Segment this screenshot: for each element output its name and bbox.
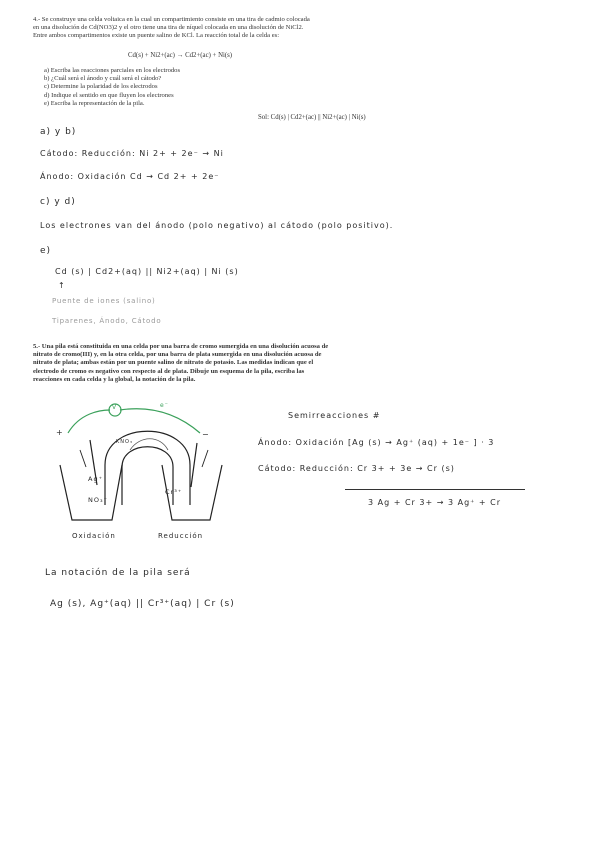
problem4-questions <box>44 67 180 108</box>
problem5-line: 5.- Una pila está constituida en una celda por una barra de cromo sumergida en una disolución acuosa de <box>33 343 329 350</box>
cell-notation-4: Cd (s) | Cd2+(aq) || Ni2+(aq) | Ni (s) <box>55 267 239 276</box>
question-c: c) Determine la polaridad de los electrodos <box>44 83 158 91</box>
left-beaker <box>60 465 122 520</box>
problem4-line: Entre ambos compartimentos existe un puente salino de KCl. La reacción total de la celda es: <box>33 32 280 40</box>
oxidation-caption: Oxidación <box>72 532 116 540</box>
problem4-statement <box>33 16 383 41</box>
problem4-line: en una disolución de Cd(NO3)2 y el otro tiene una tira de níquel colocada en una disolución de NiCl2. <box>33 24 304 32</box>
answer-cd-heading: c) y d) <box>40 197 76 207</box>
cr-ion-label: Cr³⁺ <box>165 488 183 496</box>
global-reaction: 3 Ag + Cr 3+ → 3 Ag⁺ + Cr <box>368 498 502 507</box>
wire-left <box>68 410 110 433</box>
electron-flow-answer: Los electrones van del ánodo (polo negativo) al cátodo (polo positivo). <box>40 221 394 230</box>
electrode-labels-note: Tiparenes, Ánodo, Cátodo <box>52 317 162 325</box>
answer-ab-heading: a) y b) <box>40 127 77 137</box>
anode-reaction: Ánodo: Oxidación Cd → Cd 2+ + 2e⁻ <box>40 172 220 181</box>
question-e: e) Escriba la representación de la pila. <box>44 99 145 107</box>
salt-bridge-inner <box>122 447 173 505</box>
problem5-line: nitrato de plata; ambas están por un puente salino de nitrato de potasio. Las medidas indican que el <box>33 359 314 367</box>
anode-semireaction: Ánodo: Oxidación [Ag (s) → Ag⁺ (aq) + 1e⁻ ] · 3 <box>258 438 495 447</box>
galvanic-cell-sketch <box>50 395 240 555</box>
problem4-line: 4.- Se construye una celda voltaica en la cual un compartimiento consiste en una tira de cadmio colocada <box>33 16 310 23</box>
electron-label: e⁻ <box>160 402 169 409</box>
semireactions-title: Semirreacciones # <box>288 411 381 420</box>
problem5-line: electrodo de cromo es negativo con respecto al de plata. Dibuje un esquema de la pila, escriba las <box>33 367 305 375</box>
problem4-reaction: Cd(s) + Ni2+(ac) → Cd2+(ac) + Ni(s) <box>128 52 233 59</box>
left-flow-arrow <box>80 450 86 467</box>
problem4-solution: Sol: Cd(s) | Cd2+(ac) || Ni2+(ac) | Ni(s) <box>258 114 366 121</box>
reduction-caption: Reducción <box>158 532 204 540</box>
sum-line <box>345 489 525 490</box>
cathode-reaction: Cátodo: Reducción: Ni 2+ + 2e⁻ → Ni <box>40 149 224 158</box>
notation-title: La notación de la pila será <box>45 568 191 578</box>
wire-right <box>120 409 200 433</box>
kno3-label: KNO₃ <box>116 439 133 445</box>
plus-terminal: + <box>56 428 64 437</box>
cr-electrode <box>191 443 197 487</box>
problem5-statement <box>33 343 385 384</box>
bridge-arrow: ↑ <box>58 281 66 290</box>
question-a: a) Escriba las reacciones parciales en los electrodos <box>44 67 181 74</box>
answer-e-heading: e) <box>40 246 52 256</box>
question-b: b) ¿Cuál será el ánodo y cuál será el cátodo? <box>44 75 162 83</box>
minus-terminal: − <box>202 430 210 439</box>
salt-bridge-note: Puente de iones (salino) <box>52 297 156 305</box>
voltmeter-label: V <box>112 404 118 411</box>
problem5-line: nitrato de cromo(III) y, en la otra celda, por una barra de plata sumergida en una disolución acuosa de <box>33 351 322 359</box>
question-d: d) Indique el sentido en que fluyen los electrones <box>44 91 174 99</box>
problem5-line: reacciones en cada celda y la global, la notación de la pila. <box>33 375 196 383</box>
right-flow-arrow <box>202 450 208 467</box>
cathode-semireaction: Cátodo: Reducción: Cr 3+ + 3e → Cr (s) <box>258 464 455 473</box>
ag-ion-label: Ag⁺ <box>88 475 104 483</box>
nitrate-label: NO₃⁻ <box>88 496 109 504</box>
cell-notation-5: Ag (s), Ag⁺(aq) || Cr³⁺(aq) | Cr (s) <box>50 599 235 609</box>
